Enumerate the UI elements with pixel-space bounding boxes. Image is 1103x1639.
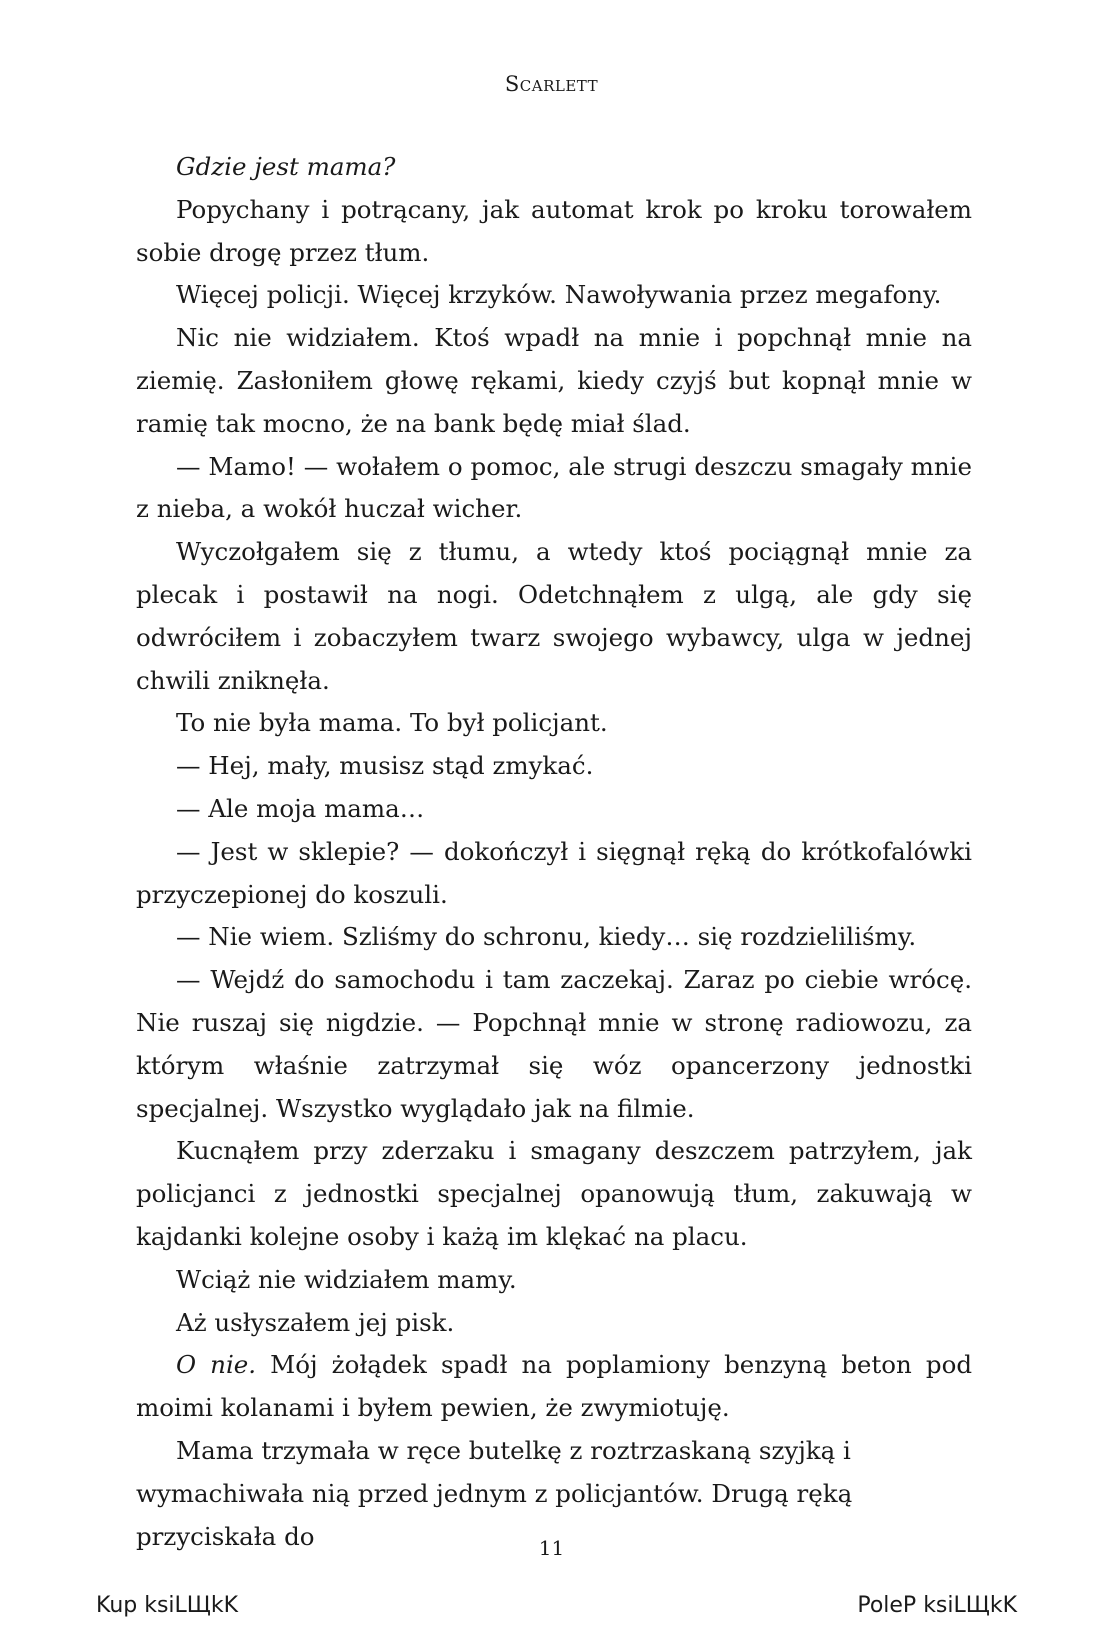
page-number: 11 — [538, 1536, 565, 1560]
paragraph — [136, 146, 972, 189]
paragraph: Wciąż nie widziałem mamy. — [176, 1264, 517, 1294]
paragraph: Nic nie widziałem. Ktoś wpadł na mnie i popchnął mnie na ziemię. Zasłoniłem głowę rękami, kiedy czyjś but kopnął mnie w ramię tak mocno, że na bank będę miał ślad. — [136, 323, 972, 438]
italic-text: O nie. — [176, 1350, 257, 1380]
paragraph: O nie. Mój żołądek spadł na poplamiony benzyną beton pod moimi kolanami i byłem pewien, że zwymiotuję. — [136, 1350, 972, 1423]
paragraph: To nie była mama. To był policjant. — [176, 708, 608, 738]
paragraph: — Hej, mały, musisz stąd zmykać. — [176, 751, 594, 781]
paragraph: — Jest w sklepie? — dokończył i sięgnął ręką do krótkofalówki przyczepionej do koszuli. — [136, 836, 972, 909]
paragraph: Kucnąłem przy zderzaku i smagany deszczem patrzyłem, jak policjanci z jednostki specjalnej opanowują tłum, zakuwają w kajdanki kolejne osoby i każą im klękać na placu. — [136, 1136, 972, 1251]
running-header: Scarlett — [504, 72, 599, 96]
paragraph: Wyczołgałem się z tłumu, a wtedy ktoś pociągnął mnie za plecak i postawił na nogi. Odetchnąłem z ulgą, ale gdy się odwróciłem i zobaczyłem twarz swojego wybawcy, ulga w jednej chwili zniknęła. — [136, 537, 972, 695]
recommend-book-link[interactable]: PoleP ksiLЩkK — [857, 1593, 1017, 1618]
body-text — [136, 146, 972, 1558]
paragraph: Aż usłyszałem jej pisk. — [176, 1307, 455, 1337]
paragraph: — Ale moja mama… — [176, 793, 425, 823]
buy-book-link[interactable]: Kup ksiLЩkK — [96, 1593, 239, 1618]
paragraph: — Mamo! — wołałem o pomoc, ale strugi deszczu smagały mnie z nieba, a wokół huczał wicher. — [136, 451, 972, 524]
paragraph: — Wejdź do samochodu i tam zaczekaj. Zaraz po ciebie wrócę. Nie ruszaj się nigdzie. — Popchnął mnie w stronę radiowozu, za którym właśnie zatrzymał się wóz opancerzony jednostki specjalnej. Wszystko wyglądało jak na filmie. — [136, 965, 972, 1123]
paragraph: Więcej policji. Więcej krzyków. Nawoływania przez megafony. — [176, 280, 942, 310]
paragraph: Mama trzymała w ręce butelkę z roztrzaskaną szyjką i wymachiwała nią przed jednym z policjantów. Drugą ręką przyciskała do — [136, 1435, 853, 1551]
paragraph: — Nie wiem. Szliśmy do schronu, kiedy… się rozdzieliliśmy. — [176, 922, 917, 952]
italic-text: Gdzie jest mama? — [176, 152, 396, 181]
paragraph: Popychany i potrącany, jak automat krok po kroku torowałem sobie drogę przez tłum. — [136, 194, 972, 267]
